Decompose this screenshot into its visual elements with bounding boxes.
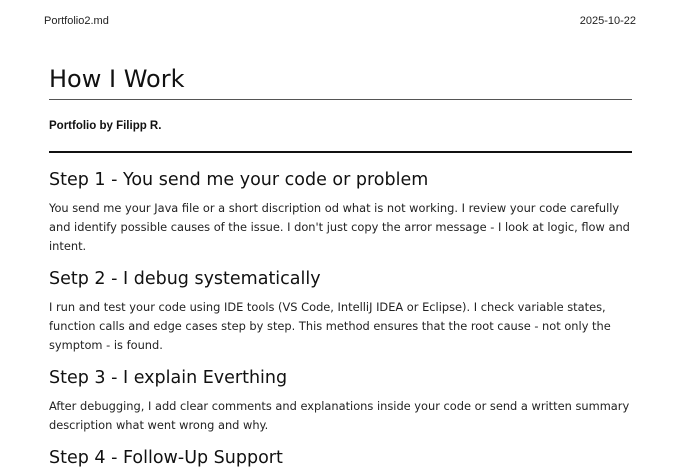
step-2-heading: Setp 2 - I debug systematically (49, 269, 321, 289)
step-1-text: You send me your Java file or a short discription od what is not working. I review your code carefully and identify possible causes of the issue. I don't just copy the arror message - I look at logic, flow and intent. (49, 201, 630, 253)
file-name: Portfolio2.md (44, 15, 109, 27)
step-3-heading: Step 3 - I explain Everthing (49, 368, 288, 388)
print-date: 2025-10-22 (579, 15, 636, 27)
print-header (44, 15, 636, 29)
title-divider (49, 99, 632, 100)
step-1-heading: Step 1 - You send me your code or problem (49, 170, 429, 190)
step-3-section (49, 366, 632, 435)
byline: Portfolio by Filipp R. (49, 120, 162, 132)
section-divider (49, 151, 632, 153)
step-2-text: I run and test your code using IDE tools (VS Code, IntelliJ IDEA or Eclipse). I check variable states, function calls and edge cases step by step. This method ensures that the root cause - not only the symptom - is found. (49, 300, 611, 352)
document-title: How I Work (49, 65, 185, 93)
step-4-heading: Step 4 - Follow-Up Support (49, 448, 283, 468)
step-2-section (49, 267, 632, 355)
step-1-section (49, 168, 632, 256)
step-4-section (49, 446, 632, 470)
document-body (49, 62, 632, 470)
step-3-text: After debugging, I add clear comments and explanations inside your code or send a written summary description what went wrong and why. (49, 399, 630, 432)
